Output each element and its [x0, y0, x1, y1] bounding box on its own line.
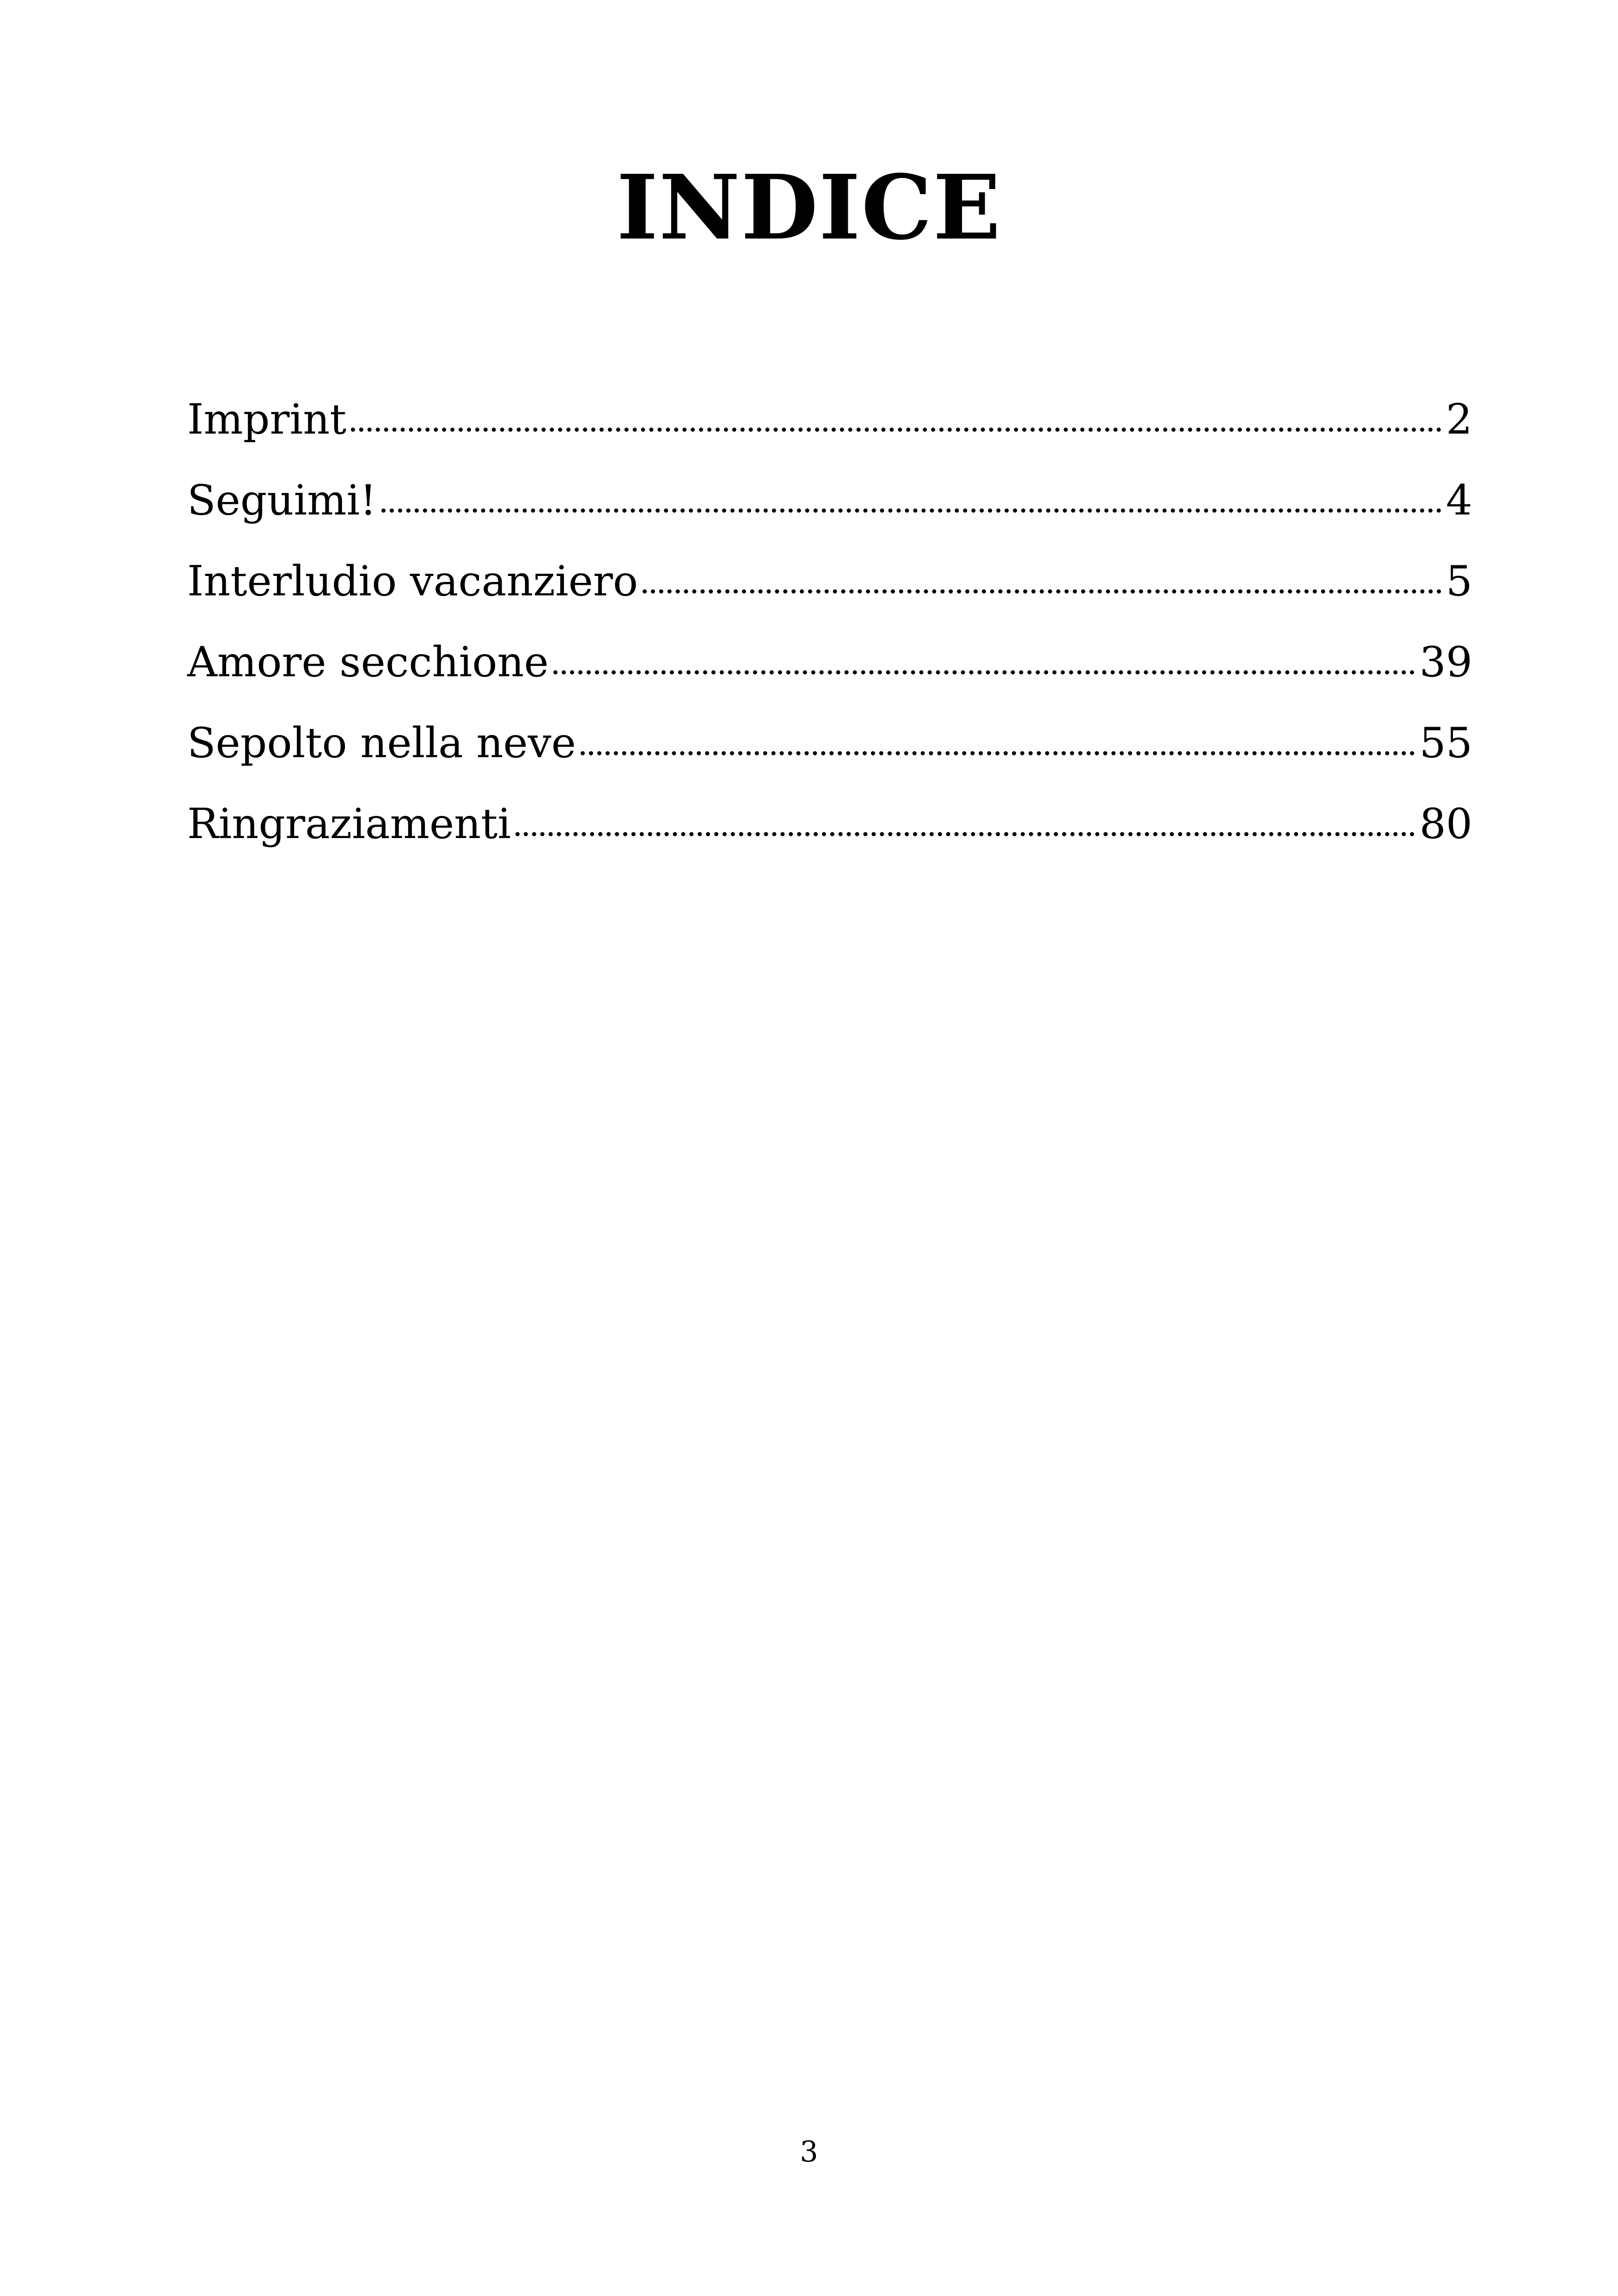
toc-entry-page: 80: [1419, 800, 1472, 848]
toc-entry-title: Sepolto nella neve: [187, 719, 576, 767]
dot-leader: [553, 670, 1415, 674]
toc-entry-title: Amore secchione: [187, 638, 549, 686]
toc-entry-title: Seguimi!: [187, 476, 377, 525]
toc-entry-amore-secchione: [187, 622, 1472, 703]
toc-entry-page: 39: [1419, 638, 1472, 686]
toc-entry-seguimi: [187, 460, 1472, 541]
dot-leader: [381, 508, 1441, 513]
toc-list: [187, 379, 1472, 864]
toc-entry-ringraziamenti: [187, 784, 1472, 864]
page-number: 3: [800, 2135, 818, 2168]
dot-leader: [515, 832, 1415, 836]
toc-entry-imprint: [187, 379, 1472, 460]
toc-entry-page: 55: [1419, 719, 1472, 767]
toc-entry-sepolto-nella-neve: [187, 703, 1472, 784]
toc-entry-page: 2: [1446, 395, 1472, 444]
toc-entry-title: Ringraziamenti: [187, 800, 511, 848]
toc-entry-title: Interludio vacanziero: [187, 557, 638, 606]
toc-entry-page: 4: [1446, 476, 1472, 525]
dot-leader: [581, 751, 1415, 755]
toc-entry-interludio-vacanziero: [187, 541, 1472, 622]
dot-leader: [351, 427, 1441, 432]
toc-heading: INDICE: [616, 156, 1002, 260]
toc-entry-title: Imprint: [187, 395, 347, 444]
toc-entry-page: 5: [1446, 557, 1472, 606]
dot-leader: [643, 589, 1441, 594]
